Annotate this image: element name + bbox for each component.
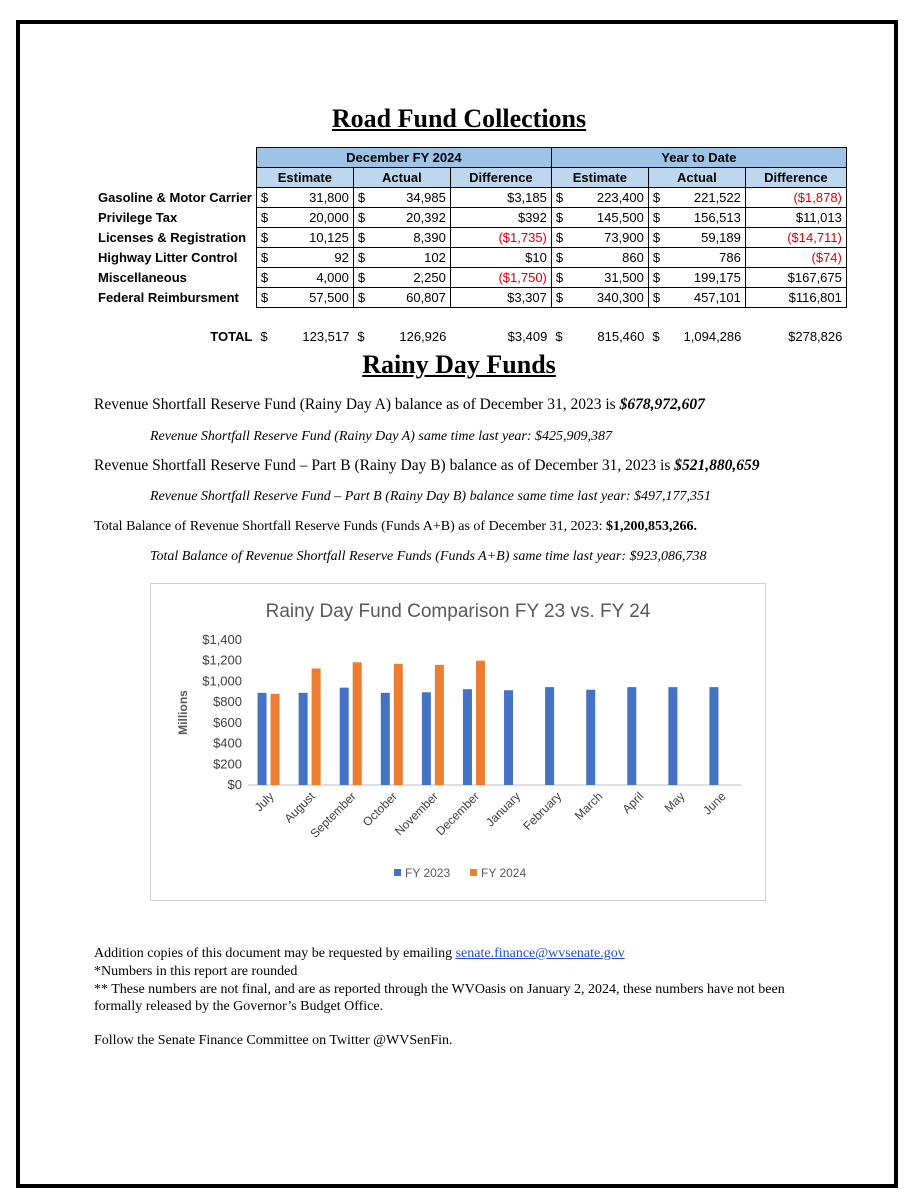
bar-fy-2023 — [422, 692, 431, 785]
rainy-total-last-year: Total Balance of Revenue Shortfall Reserve Funds (Funds A+B) same time last year: $923,086,738 — [150, 549, 707, 564]
cell-m-est: 20,000 — [273, 208, 354, 228]
row-label: Licenses & Registration — [98, 230, 247, 245]
road-fund-title: Road Fund Collections — [331, 104, 587, 133]
col-header-estimate: Estimate — [256, 168, 353, 188]
legend-swatch-fy-2023 — [394, 869, 401, 876]
legend-swatch-fy-2024 — [470, 869, 477, 876]
currency-sign: $ — [353, 228, 370, 248]
currency-sign: $ — [353, 288, 370, 308]
cell-m-diff: $3,307 — [450, 288, 551, 308]
cell-y-diff: ($74) — [745, 248, 846, 268]
road-fund-table — [94, 147, 847, 346]
bar-fy-2023 — [668, 687, 677, 785]
x-tick-label: January — [483, 789, 524, 830]
cell-m-est: 4,000 — [273, 268, 354, 288]
currency-sign: $ — [353, 208, 370, 228]
currency-sign: $ — [256, 288, 273, 308]
currency-sign: $ — [648, 208, 665, 228]
x-tick-label: October — [359, 789, 400, 830]
cell-y-diff: $167,675 — [745, 268, 846, 288]
y-tick-label: $1,200 — [202, 652, 242, 668]
bar-fy-2023 — [299, 693, 308, 785]
footer-final-note: ** These numbers are not final, and are as reported through the WVOasis on January 2, 2024, these numbers have not been — [94, 982, 785, 997]
cell-m-act: 60,807 — [370, 288, 451, 308]
cell-m-est: 31,800 — [273, 188, 354, 208]
bar-fy-2024 — [476, 661, 485, 785]
cell-m-est: 57,500 — [273, 288, 354, 308]
rainy-day-chart — [150, 583, 766, 901]
bar-fy-2023 — [627, 687, 636, 785]
cell-m-act: 2,250 — [370, 268, 451, 288]
total-month-difference: $3,409 — [507, 329, 548, 344]
bar-fy-2023 — [586, 690, 595, 785]
col-header-actual: Actual — [648, 168, 745, 188]
currency-sign: $ — [648, 268, 665, 288]
cell-y-diff: $116,801 — [745, 288, 846, 308]
chart-canvas — [151, 584, 765, 900]
cell-y-act: 786 — [665, 248, 746, 268]
footer-rounded-note: *Numbers in this report are rounded — [94, 964, 298, 979]
legend-label: FY 2023 — [405, 866, 451, 880]
currency-sign: $ — [648, 288, 665, 308]
chart-ylabel: Millions — [176, 690, 190, 735]
bar-fy-2023 — [709, 687, 718, 785]
cell-y-est: 145,500 — [568, 208, 649, 228]
cell-m-act: 20,392 — [370, 208, 451, 228]
cell-m-act: 102 — [370, 248, 451, 268]
y-tick-label: $1,000 — [202, 673, 242, 689]
x-tick-label: February — [520, 789, 565, 834]
cell-m-est: 92 — [273, 248, 354, 268]
bar-fy-2024 — [394, 664, 403, 785]
col-header-estimate: Estimate — [551, 168, 648, 188]
cell-m-diff: ($1,735) — [450, 228, 551, 248]
total-month-estimate: 123,517 — [302, 329, 350, 344]
bar-fy-2023 — [340, 688, 349, 785]
bar-fy-2023 — [545, 687, 554, 785]
cell-y-diff: $11,013 — [745, 208, 846, 228]
table-row — [94, 268, 846, 288]
currency-sign: $ — [353, 248, 370, 268]
cell-y-est: 223,400 — [568, 188, 649, 208]
bar-fy-2024 — [353, 662, 362, 785]
group-header-month: December FY 2024 — [256, 148, 551, 168]
currency-sign: $ — [256, 248, 273, 268]
col-header-actual: Actual — [353, 168, 450, 188]
cell-m-est: 10,125 — [273, 228, 354, 248]
currency-sign: $ — [256, 188, 273, 208]
rainy-total-balance: Total Balance of Revenue Shortfall Reserve Funds (Funds A+B) as of December 31, 2023: $1,200,853,266. — [94, 519, 697, 534]
cell-y-est: 73,900 — [568, 228, 649, 248]
chart-title: Rainy Day Fund Comparison FY 23 vs. FY 24 — [265, 601, 651, 622]
currency-sign: $ — [256, 228, 273, 248]
x-tick-label: November — [391, 789, 441, 839]
y-tick-label: $800 — [213, 694, 242, 710]
table-column-header-row — [94, 168, 846, 188]
cell-y-diff: ($1,878) — [745, 188, 846, 208]
cell-m-act: 34,985 — [370, 188, 451, 208]
row-label: Miscellaneous — [98, 270, 187, 285]
currency-sign: $ — [551, 188, 568, 208]
total-ytd-difference: $278,826 — [788, 329, 843, 344]
cell-m-diff: $10 — [450, 248, 551, 268]
bar-fy-2024 — [312, 668, 321, 785]
rainy-b-last-year: Revenue Shortfall Reserve Fund – Part B (Rainy Day B) balance same time last year: $497,177,351 — [150, 489, 712, 504]
currency-sign: $ — [648, 248, 665, 268]
total-ytd-actual: 1,094,286 — [683, 329, 742, 344]
currency-sign: $ — [551, 208, 568, 228]
bar-fy-2024 — [271, 694, 280, 785]
row-label: Privilege Tax — [98, 210, 178, 225]
currency-sign: $ — [353, 268, 370, 288]
table-row — [94, 228, 846, 248]
x-tick-label: March — [571, 789, 606, 823]
x-tick-label: September — [307, 789, 359, 841]
group-header-ytd: Year to Date — [551, 148, 846, 168]
x-tick-label: May — [661, 789, 688, 816]
row-label: Gasoline & Motor Carrier — [98, 190, 252, 205]
legend-label: FY 2024 — [481, 866, 527, 880]
table-group-header-row — [94, 148, 846, 168]
table-total-row: TOTAL $ 123,517 $ 126,926 $3,409 $ 815,460 $ 1,094,286 $278,826 — [94, 327, 846, 346]
total-ytd-estimate: 815,460 — [597, 329, 645, 344]
bar-fy-2024 — [435, 665, 444, 785]
email-link[interactable]: senate.finance@wvsenate.gov — [455, 946, 625, 961]
bar-fy-2023 — [381, 693, 390, 785]
cell-y-diff: ($14,711) — [745, 228, 846, 248]
footer-twitter: Follow the Senate Finance Committee on Twitter @WVSenFin. — [94, 1033, 453, 1048]
cell-m-diff: ($1,750) — [450, 268, 551, 288]
cell-y-est: 31,500 — [568, 268, 649, 288]
cell-y-act: 59,189 — [665, 228, 746, 248]
cell-y-act: 457,101 — [665, 288, 746, 308]
rainy-a-last-year: Revenue Shortfall Reserve Fund (Rainy Day A) same time last year: $425,909,387 — [150, 429, 613, 444]
currency-sign: $ — [648, 188, 665, 208]
x-tick-label: August — [281, 789, 318, 826]
bar-fy-2023 — [258, 693, 267, 785]
table-row — [94, 208, 846, 228]
bar-fy-2023 — [504, 690, 513, 785]
currency-sign: $ — [551, 268, 568, 288]
cell-m-act: 8,390 — [370, 228, 451, 248]
currency-sign: $ — [353, 188, 370, 208]
total-month-actual: 126,926 — [399, 329, 447, 344]
currency-sign: $ — [551, 248, 568, 268]
currency-sign: $ — [256, 268, 273, 288]
table-row — [94, 288, 846, 308]
footer-copies-line: Addition copies of this document may be requested by emailing senate.finance@wvsenate.gov — [94, 946, 625, 961]
col-header-difference: Difference — [450, 168, 551, 188]
cell-m-diff: $3,185 — [450, 188, 551, 208]
cell-y-act: 199,175 — [665, 268, 746, 288]
rainy-day-title: Rainy Day Funds — [362, 350, 556, 379]
currency-sign: $ — [648, 228, 665, 248]
footer-final-note-cont: formally released by the Governor’s Budget Office. — [94, 999, 384, 1014]
col-header-difference: Difference — [745, 168, 846, 188]
cell-y-act: 156,513 — [665, 208, 746, 228]
currency-sign: $ — [256, 208, 273, 228]
x-tick-label: July — [251, 789, 277, 815]
total-label: TOTAL — [210, 329, 253, 344]
rainy-b-balance: Revenue Shortfall Reserve Fund – Part B (Rainy Day B) balance as of December 31, 2023 is $521,880,659 — [94, 457, 760, 474]
table-row — [94, 248, 846, 268]
cell-y-act: 221,522 — [665, 188, 746, 208]
x-tick-label: April — [619, 789, 647, 817]
y-tick-label: $0 — [227, 777, 242, 792]
y-tick-label: $400 — [213, 735, 242, 751]
y-tick-label: $200 — [213, 756, 242, 772]
bar-fy-2023 — [463, 689, 472, 785]
row-label: Federal Reimbursment — [98, 290, 239, 305]
y-tick-label: $600 — [213, 714, 242, 730]
y-tick-label: $1,400 — [202, 632, 242, 647]
cell-m-diff: $392 — [450, 208, 551, 228]
table-row — [94, 188, 846, 208]
currency-sign: $ — [551, 288, 568, 308]
rainy-a-balance: Revenue Shortfall Reserve Fund (Rainy Day A) balance as of December 31, 2023 is $678,972,607 — [94, 396, 705, 413]
x-tick-label: June — [700, 789, 729, 818]
currency-sign: $ — [551, 228, 568, 248]
row-label: Highway Litter Control — [98, 250, 238, 265]
cell-y-est: 860 — [568, 248, 649, 268]
cell-y-est: 340,300 — [568, 288, 649, 308]
x-tick-label: December — [433, 789, 483, 839]
